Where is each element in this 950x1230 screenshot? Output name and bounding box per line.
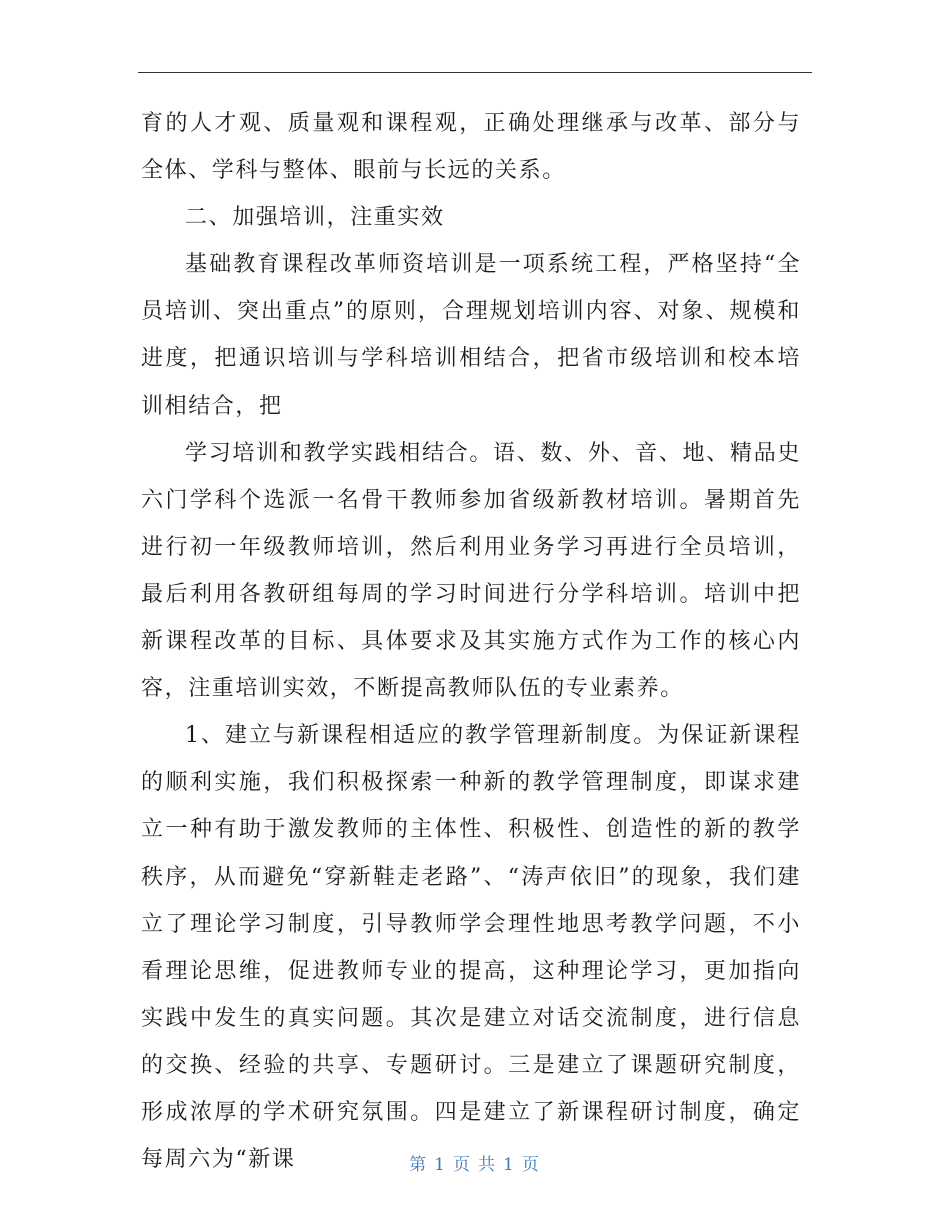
section-heading: 二、加强培训，注重实效 [185, 205, 445, 231]
paragraph-continuation: 育的人才观、质量观和课程观，正确处理继承与改革、部分与全体、学科与整体、眼前与长远的关系。 [141, 111, 801, 184]
document-body [141, 100, 801, 1183]
footer-ye2: 页 [521, 1155, 541, 1175]
footer-gong: 共 [478, 1155, 497, 1175]
paragraph: 1、建立与新课程相适应的教学管理新制度。为保证新课程的顺利实施，我们积极探索一种新的教学管理制度，即谋求建立一种有助于激发教师的主体性、积极性、创造性的新的教学秩序，从而避免“穿新鞋走老路”、“涛声依旧”的现象，我们建立了理论学习制度，引导教师学会理性地思考教学问题，不小看理论思维，促进教师专业的提高，这种理论学习，更加指向实践中发生的真实问题。其次是建立对话交流制度，进行信息的交换、经验的共享、专题研讨。三是建立了课题研究制度，形成浓厚的学术研究氛围。四是建立了新课程研讨制度，确定每周六为“新课 [141, 723, 801, 1173]
page-footer [0, 1150, 950, 1175]
footer-ye: 页 [453, 1155, 472, 1175]
footer-page-number: 1 [434, 1155, 447, 1175]
paragraph: 学习培训和教学实践相结合。语、数、外、音、地、精品史六门学科个选派一名骨干教师参加省级新教材培训。暑期首先进行初一年级教师培训，然后利用业务学习再进行全员培训，最后利用各教研组每周的学习时间进行分学科培训。培训中把新课程改革的目标、具体要求及其实施方式作为工作的核心内容，注重培训实效，不断提高教师队伍的专业素养。 [141, 440, 801, 702]
footer-total-pages: 1 [503, 1155, 516, 1175]
footer-di: 第 [409, 1155, 429, 1175]
paragraph: 基础教育课程改革师资培训是一项系统工程，严格坚持“全员培训、突出重点”的原则，合理规划培训内容、对象、规模和进度，把通识培训与学科培训相结合，把省市级培训和校本培训相结合，把 [141, 252, 801, 419]
header-rule [138, 72, 812, 73]
